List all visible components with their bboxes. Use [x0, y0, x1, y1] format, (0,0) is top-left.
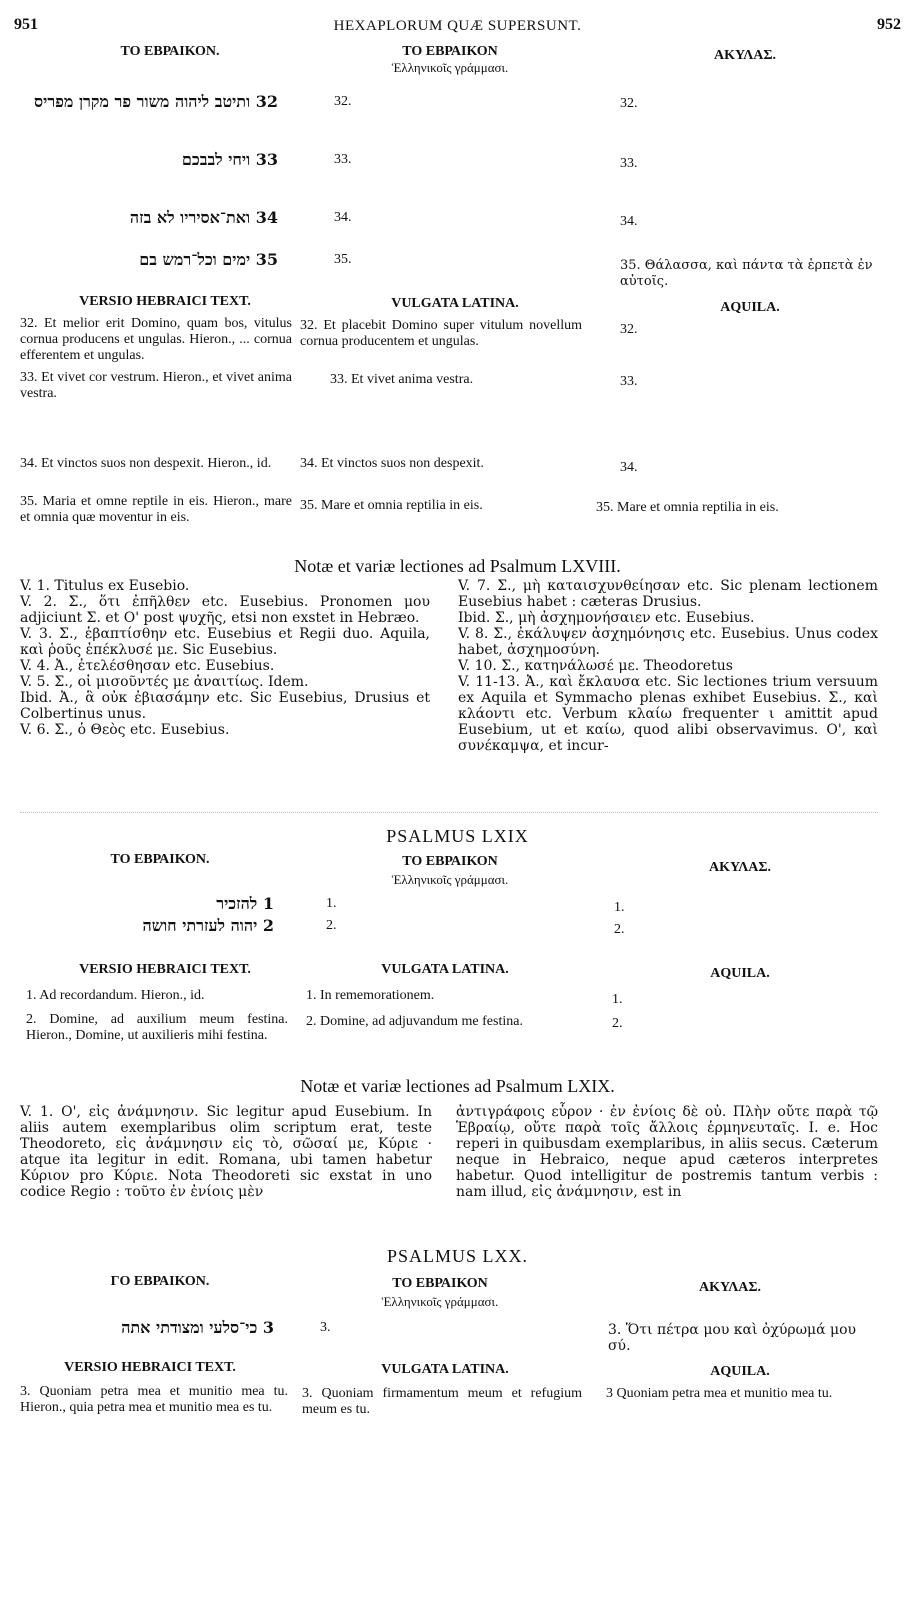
aquila-verse-2: 2. [612, 1016, 623, 1031]
translit-verse-33: 33. [334, 152, 352, 167]
versio-verse-34: 34. Et vinctos suos non despexit. Hieron., id. [20, 456, 272, 471]
note-item: V. 11-13. Ἀ., καὶ ἔκλαυσα etc. Sic lectiones trium versuum ex Aquila et Symmacho plenas exhibet Eusebius. Σ., καὶ κλάοντι etc. Verbum κλαίω frequenter ι amittit apud Eusebium, ut et καίω, quod alibi observavimus. Ο', καὶ συνέκαμψα, et incur- [458, 674, 878, 754]
header-versio: VERSIO HEBRAICI TEXT. [79, 962, 251, 977]
section-divider [20, 812, 878, 813]
header-hebrew-greek: ΤΟ ΕΒΡΑΙΚΟΝ [402, 854, 498, 869]
versio-verse-3: 3. Quoniam petra mea et munitio mea tu. Hieron., quia petra mea et munitio mea es tu. [20, 1384, 288, 1415]
translit-verse-35: 35. [334, 252, 352, 267]
translit-verse-34: 34. [334, 210, 352, 225]
hebrew-verse-2: 2 יהוה לעזרתי חושה [142, 916, 274, 935]
aquila-verse-32: 32. [620, 322, 638, 337]
translit-verse-32: 32. [334, 94, 352, 109]
aquila-greek-verse-35: 35. Θάλασσα, καὶ πάντα τὰ ἑρπετὰ ἐν αὐτοῖς. [620, 258, 873, 289]
translit-verse-3: 3. [320, 1320, 331, 1335]
header-hebrew-greek-sub: Ἑλληνικοῖς γράμμασι. [391, 60, 509, 75]
aquila-greek-verse-3: 3. Ὅτι πέτρα μου καὶ ὀχύρωμά μου σύ. [608, 1322, 857, 1354]
header-aquila: AQUILA. [710, 966, 770, 981]
note-item: V. 1. Titulus ex Eusebio. [20, 578, 190, 594]
header-hebrew-greek-sub: Ἑλληνικοῖς γράμμασι. [381, 1294, 499, 1309]
header-aquila-greek: ΑΚΥΛΑΣ. [698, 1280, 762, 1295]
note-item: V. 10. Σ., κατηνάλωσέ με. Theodoretus [458, 658, 733, 674]
hebrew-verse-35: 35 ימים וכל־רמש בם [139, 250, 278, 269]
note-item: V. 2. Σ., ὅτι ἐπῆλθεν etc. Eusebius. Pronomen μου adjiciunt Σ. et Ο' post ψυχῆς, etsi non exstet in Hebræo. [20, 594, 430, 626]
vulgata-verse-34: 34. Et vinctos suos non despexit. [300, 456, 484, 471]
header-hebrew: ΓΟ ΕΒΡΑΙΚΟΝ. [110, 1274, 210, 1289]
header-hebrew-greek: ΤΟ ΕΒΡΑΙΚΟΝ [392, 1276, 488, 1291]
versio-verse-35: 35. Maria et omne reptile in eis. Hieron., mare et omnia quæ moventur in eis. [20, 494, 292, 525]
vulgata-verse-2: 2. Domine, ad adjuvandum me festina. [306, 1014, 523, 1029]
header-versio: VERSIO HEBRAICI TEXT. [79, 294, 251, 309]
note-item: V. 7. Σ., μὴ καταισχυνθείησαν etc. Sic plenam lectionem Eusebius habet : cæteras Drusius. [458, 578, 878, 610]
versio-verse-1: 1. Ad recordandum. Hieron., id. [26, 988, 205, 1003]
notes-title-ps69: Notæ et variæ lectiones ad Psalmum LXIX. [300, 1076, 615, 1096]
note-item: V. 8. Σ., ἐκάλυψεν ἀσχημόνησις etc. Eusebius. Unus codex habet, ἀσχημοσύνη. [458, 626, 878, 658]
aquila-verse-33: 33. [620, 374, 638, 389]
header-versio: VERSIO HEBRAICI TEXT. [64, 1360, 236, 1375]
header-vulgata: VULGATA LATINA. [391, 296, 519, 311]
header-hebrew: ΤΟ ΕΒΡΑΙΚΟΝ. [120, 44, 220, 59]
aquila-greek-verse-2: 2. [614, 922, 625, 937]
notes-ps68-right [458, 578, 878, 754]
page-number-right: 952 [877, 16, 901, 33]
translit-verse-1: 1. [326, 896, 337, 911]
versio-verse-2: 2. Domine, ad auxilium meum festina. Hieron., Domine, ut auxilieris mihi festina. [26, 1012, 288, 1043]
header-aquila-greek: ΑΚΥΛΑΣ. [713, 48, 777, 63]
header-aquila: AQUILA. [710, 1364, 770, 1379]
vulgata-verse-32: 32. Et placebit Domino super vitulum novellum cornua producentem et ungulas. [300, 318, 582, 349]
header-hebrew-greek-sub: Ἑλληνικοῖς γράμμασι. [391, 872, 509, 887]
note-item: V. 6. Σ., ὁ Θεὸς etc. Eusebius. [20, 722, 230, 738]
vulgata-verse-33: 33. Et vivet anima vestra. [330, 372, 474, 387]
header-vulgata: VULGATA LATINA. [381, 1362, 509, 1377]
hebrew-verse-33: 33 ויחי לבבכם [181, 150, 278, 169]
vulgata-verse-35: 35. Mare et omnia reptilia in eis. [300, 498, 483, 513]
note-item: V. 4. Ἀ., ἐτελέσθησαν etc. Eusebius. [20, 658, 275, 674]
notes-ps68-left [20, 578, 430, 738]
versio-verse-32: 32. Et melior erit Domino, quam bos, vitulus cornua producens et ungulas. Hieron., ... cornua efferentem et ungulas. [20, 316, 292, 363]
aquila-greek-verse-34: 34. [620, 214, 638, 229]
notes-ps69-left: V. 1. Ο', εἰς ἀνάμνησιν. Sic legitur apud Eusebium. In aliis autem exemplaribus olim scriptum erat, teste Theodoreto, εἰς ἀνάμνησιν εἰς τὸ, σῶσαί με, Κύριε · atque ita legitur in edit. Romana, ubi tamen habetur Κύριον pro Κύριε. Nota Theodoreti sic exstat in uno codice Regio : τοῦτο ἐν ἐνίοις μὲν [20, 1104, 432, 1200]
aquila-greek-verse-1: 1. [614, 900, 625, 915]
vulgata-verse-3: 3. Quoniam firmamentum meum et refugium meum es tu. [302, 1386, 582, 1417]
header-hebrew: ΤΟ ΕΒΡΑΙΚΟΝ. [110, 852, 210, 867]
note-item: Ibid. Σ., μὴ ἀσχημονήσαιεν etc. Eusebius. [458, 610, 755, 626]
hebrew-verse-34: 34 ואת־אסיריו לא בזה [129, 208, 278, 227]
vulgata-verse-1: 1. In rememorationem. [306, 988, 435, 1003]
page-header [0, 16, 915, 42]
note-item: V. 5. Σ., οἱ μισοῦντές με ἀναιτίως. Idem. [20, 674, 309, 690]
header-aquila-greek: ΑΚΥΛΑΣ. [708, 860, 772, 875]
note-item: Ibid. Ἀ., ἃ οὐκ ἐβιασάμην etc. Sic Eusebius, Drusius et Colbertinus unus. [20, 690, 430, 722]
aquila-greek-verse-32: 32. [620, 96, 638, 111]
versio-verse-33: 33. Et vivet cor vestrum. Hieron., et vivet anima vestra. [20, 370, 292, 401]
translit-verse-2: 2. [326, 918, 337, 933]
header-hebrew-greek: ΤΟ ΕΒΡΑΙΚΟΝ [402, 44, 498, 59]
aquila-verse-3: 3 Quoniam petra mea et munitio mea tu. [606, 1386, 833, 1401]
aquila-greek-verse-33: 33. [620, 156, 638, 171]
aquila-verse-35: 35. Mare et omnia reptilia in eis. [596, 500, 779, 515]
notes-title-ps68: Notæ et variæ lectiones ad Psalmum LXVIII. [294, 556, 621, 576]
note-item: V. 3. Σ., ἐβαπτίσθην etc. Eusebius et Regii duo. Aquila, καὶ ῥοῦς ἐπέκλυσέ με. Sic Eusebius. [20, 626, 430, 658]
notes-ps69-right: ἀντιγράφοις εὗρον · ἐν ἐνίοις δὲ οὐ. Πλὴν οὔτε παρὰ τῷ Ἑβραίῳ, οὔτε παρὰ τοῖς ἄλλοις ἑρμηνευταῖς. I. e. Hoc reperi in quibusdam exemplaribus, in aliis secus. Cæterum neque in Hebraico, neque apud cæteros interpretes habetur. Quod intelligitur de postremis tantum verbis : nam illud, εἰς ἀνάμνησιν, est in [456, 1104, 878, 1200]
header-aquila: AQUILA. [720, 300, 780, 315]
aquila-verse-34: 34. [620, 460, 638, 475]
running-title: HEXAPLORUM QUÆ SUPERSUNT. [333, 18, 582, 34]
header-vulgata: VULGATA LATINA. [381, 962, 509, 977]
psalm-title-70: PSALMUS LXX. [386, 1246, 529, 1266]
page-number-left: 951 [14, 16, 38, 33]
hebrew-verse-1: 1 להזכיר [216, 894, 274, 913]
hebrew-verse-32: 32 ותיטב ליהוה משור פר מקרן מפריס [34, 92, 278, 111]
hebrew-verse-3: 3 כי־סלעי ומצודתי אתה [121, 1318, 274, 1337]
aquila-verse-1: 1. [612, 992, 623, 1007]
psalm-title-69: PSALMUS LXIX [386, 826, 529, 846]
